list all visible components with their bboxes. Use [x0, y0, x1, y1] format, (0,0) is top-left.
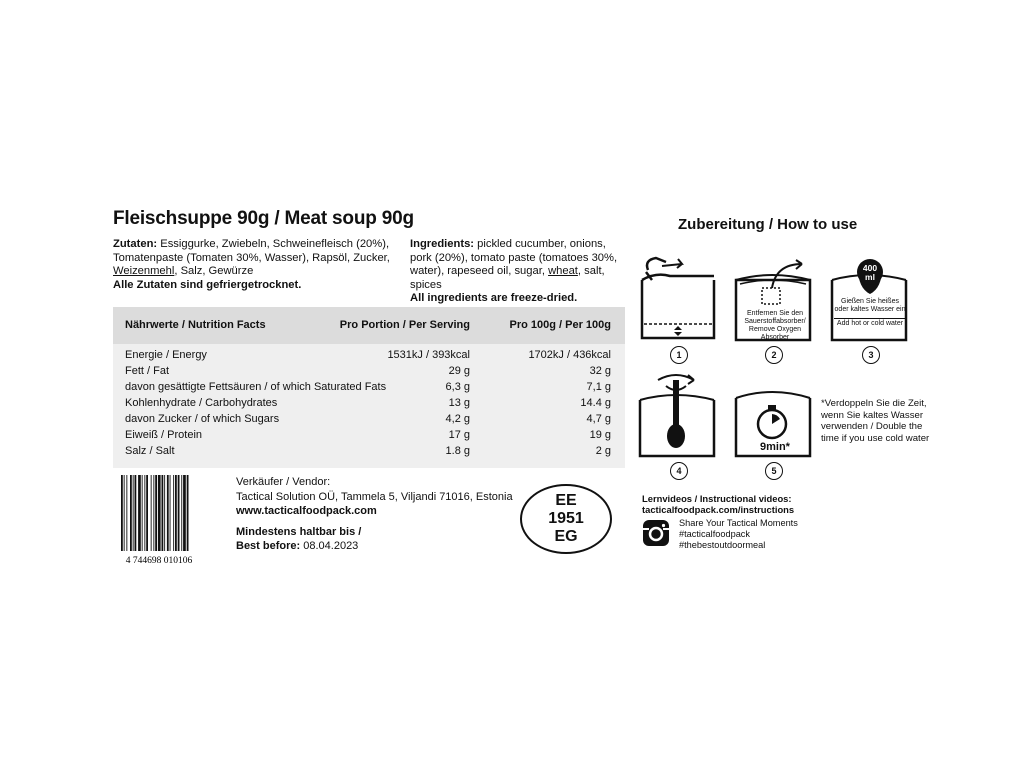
nutrient-per-serving: 1531kJ / 393kcal — [387, 349, 470, 361]
best-before-label-2: Best before: — [236, 540, 301, 552]
nutrient-name: davon gesättigte Fettsäuren / of which Saturated Fats — [125, 381, 387, 393]
ingredients-en-note: All ingredients are freeze-dried. — [410, 292, 578, 305]
ingredients-en-label: Ingredients: — [410, 238, 475, 250]
water-amount-value: 400 — [862, 263, 878, 273]
barcode-number: 4 744698 010106 — [125, 556, 193, 565]
nutrient-per-100g: 14.4 g — [580, 397, 611, 409]
table-row — [113, 428, 625, 443]
stir-icon — [636, 370, 720, 460]
water-amount-unit: ml — [865, 272, 875, 282]
ingredients-english — [410, 238, 625, 306]
vendor-address: Tactical Solution OÜ, Tammela 5, Viljandi 71016, Estonia — [236, 490, 513, 503]
step-3-number: 3 — [862, 346, 880, 364]
best-before-label-1: Mindestens haltbar bis / — [236, 525, 362, 538]
open-pouch-icon — [636, 254, 720, 344]
nutrient-per-100g: 7,1 g — [586, 381, 611, 393]
step-5-number: 5 — [765, 462, 783, 480]
nutrient-per-serving: 6,3 g — [445, 381, 470, 393]
table-row — [113, 348, 625, 363]
step-5-time: 9min* — [760, 441, 790, 453]
barcode-bar — [170, 475, 171, 551]
barcode — [113, 473, 205, 565]
nutrient-name: Energie / Energy — [125, 349, 207, 361]
step-2-text: Entfernen Sie den Sauerstoffabsorber/ Remove Oxygen Absorber — [744, 310, 806, 341]
vendor-label: Verkäufer / Vendor: — [236, 476, 331, 488]
table-row — [113, 396, 625, 411]
barcode-bar — [133, 475, 134, 551]
nutrition-header-label: Nährwerte / Nutrition Facts — [125, 319, 266, 331]
videos-label: Lernvideos / Instructional videos: — [642, 493, 792, 504]
ingredients-en-text-b: , salt, spices — [410, 265, 605, 291]
ingredients-de-label: Zutaten: — [113, 238, 158, 250]
ingredients-de-text-a: Essiggurke, Zwiebeln, Schweinefleisch (20%), Tomatenpaste (Tomaten 30%, Wasser), Rapsöl, Zucker, — [113, 238, 390, 264]
nutrient-per-serving: 13 g — [448, 397, 470, 409]
nutrient-name: Fett / Fat — [125, 365, 170, 377]
barcode-bar — [167, 475, 169, 551]
barcode-bar — [151, 475, 152, 551]
barcode-bar — [158, 475, 161, 551]
barcode-bar — [146, 475, 148, 551]
ingredients-en-allergen: wheat — [548, 265, 578, 278]
step-3-text-de: Gießen Sie heißes oder kaltes Wasser ein — [834, 298, 906, 313]
eg-mark-number: 1951 — [548, 510, 584, 527]
eg-mark-country: EE — [555, 492, 577, 509]
nutrient-per-100g: 19 g — [589, 429, 611, 441]
nutrient-per-100g: 4,7 g — [586, 413, 611, 425]
barcode-bar — [153, 475, 154, 551]
step-2-number: 2 — [765, 346, 783, 364]
share-text: Share Your Tactical Moments — [679, 518, 798, 528]
barcode-bar — [142, 475, 143, 551]
barcode-bar — [124, 475, 125, 551]
instructional-videos — [642, 493, 794, 516]
nutrition-header-100g: Pro 100g / Per 100g — [509, 319, 611, 331]
table-row — [113, 380, 625, 395]
nutrition-header-serving: Pro Portion / Per Serving — [339, 319, 470, 331]
barcode-bar — [173, 475, 174, 551]
barcode-bar — [181, 475, 182, 551]
barcode-bar — [162, 475, 164, 551]
barcode-bar — [175, 475, 177, 551]
eg-identification-mark — [520, 484, 612, 554]
cold-water-note: *Verdoppeln Sie die Zeit, wenn Sie kaltes Wasser verwenden / Double the time if you use cold water — [821, 398, 930, 444]
nutrient-per-100g: 1702kJ / 436kcal — [528, 349, 611, 361]
product-title: Fleischsuppe 90g / Meat soup 90g — [113, 208, 414, 229]
nutrient-name: davon Zucker / of which Sugars — [125, 413, 280, 425]
barcode-bar — [130, 475, 132, 551]
nutrient-name: Salz / Salt — [125, 445, 175, 457]
ingredients-de-text-b: , Salz, Gewürze — [174, 265, 254, 278]
instagram-icon — [642, 519, 670, 547]
barcode-bar — [178, 475, 180, 551]
barcode-bar — [135, 475, 137, 551]
ingredients-en-text-a: pickled cucumber, onions, pork (20%), tomato paste (tomatoes 30%, water), rapeseed oil, sugar, — [410, 238, 618, 278]
hashtag-1: #tacticalfoodpack — [679, 529, 750, 539]
ingredients-german — [113, 238, 403, 292]
nutrient-name: Eiweiß / Protein — [125, 429, 203, 441]
nutrition-table — [113, 344, 625, 468]
nutrient-per-100g: 2 g — [595, 445, 611, 457]
nutrient-per-100g: 32 g — [589, 365, 611, 377]
vendor-website: www.tacticalfoodpack.com — [236, 505, 377, 517]
nutrient-per-serving: 17 g — [448, 429, 470, 441]
table-row — [113, 412, 625, 427]
nutrient-per-serving: 1.8 g — [445, 445, 470, 457]
barcode-bar — [144, 475, 145, 551]
barcode-bar — [126, 475, 127, 551]
nutrient-per-serving: 4,2 g — [445, 413, 470, 425]
hashtag-2: #thebestoutdoormeal — [679, 540, 766, 550]
step-3-text-en: Add hot or cold water — [834, 318, 906, 329]
ingredients-de-allergen: Weizenmehl — [113, 265, 175, 278]
nutrient-name: Kohlenhydrate / Carbohydrates — [125, 397, 278, 409]
table-row — [113, 444, 625, 459]
howto-title: Zubereitung / How to use — [678, 216, 858, 233]
nutrient-per-serving: 29 g — [448, 365, 470, 377]
barcode-bars — [121, 475, 189, 551]
barcode-bar — [164, 475, 165, 551]
step-1-number: 1 — [670, 346, 688, 364]
videos-url[interactable]: tacticalfoodpack.com/instructions — [642, 504, 795, 516]
table-row — [113, 364, 625, 379]
barcode-bar — [187, 475, 189, 551]
barcode-bar — [121, 475, 123, 551]
vendor-info — [236, 475, 513, 554]
step-4-number: 4 — [670, 462, 688, 480]
best-before-date: 08.04.2023 — [303, 540, 359, 552]
barcode-bar — [155, 475, 157, 551]
barcode-bar — [138, 475, 141, 551]
water-amount — [858, 264, 882, 282]
barcode-bar — [183, 475, 186, 551]
nutrition-header — [113, 307, 625, 344]
social-share — [679, 518, 798, 551]
ingredients-de-note: Alle Zutaten sind gefriergetrocknet. — [113, 278, 302, 291]
eg-mark-eg: EG — [554, 528, 578, 545]
